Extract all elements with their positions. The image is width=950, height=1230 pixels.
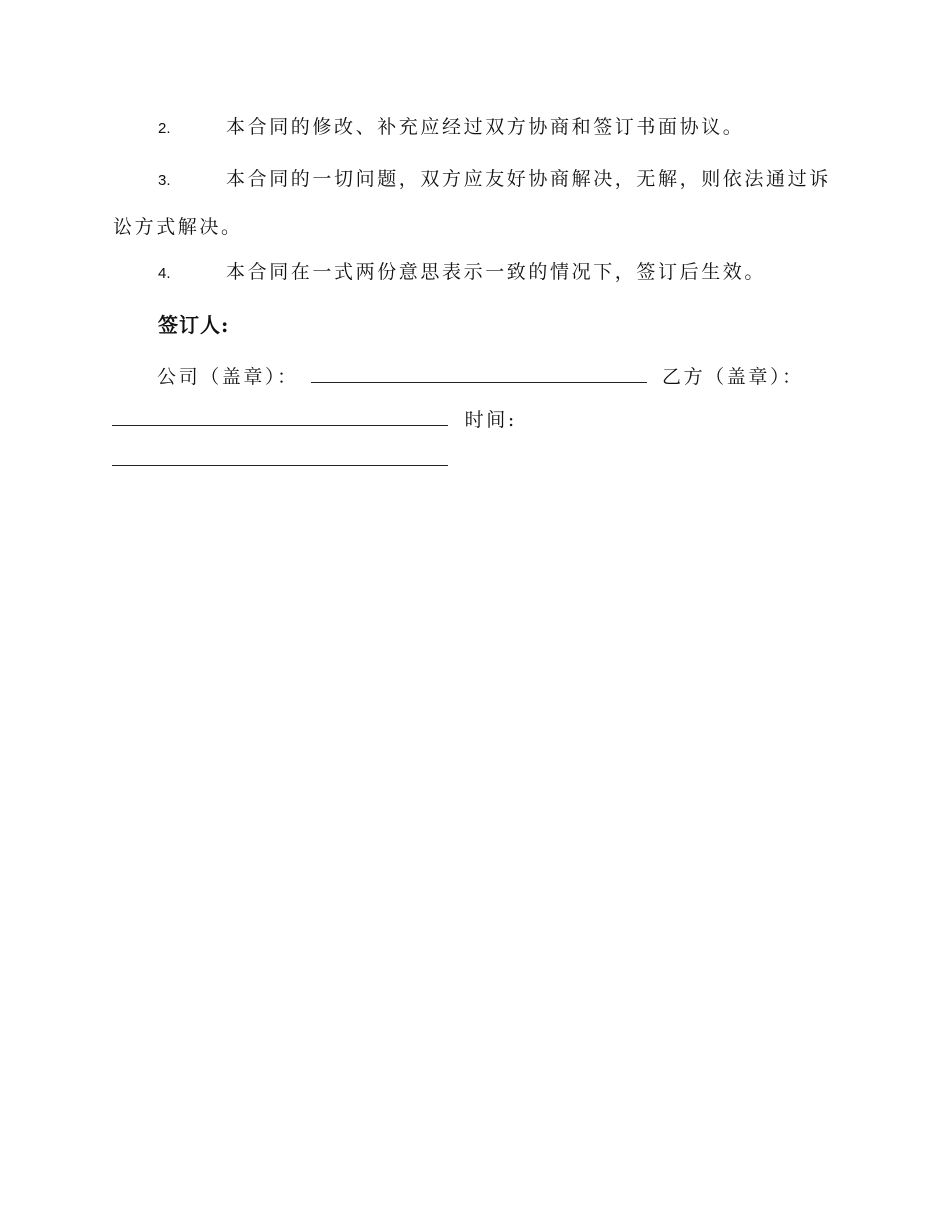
party-b-seal-label: 乙方（盖章）： [661,366,804,388]
party-b-signature-row [112,405,517,435]
clause-text: 本合同的修改、补充应经过双方协商和签订书面协议。 [226,116,745,138]
company-seal-label: 公司（盖章）： [157,366,299,388]
clause-number: 3. [158,172,171,189]
clause-4 [113,249,835,297]
company-signature-row [157,362,804,392]
clause-text: 本合同的一切问题，双方应友好协商解决，无解，则依法通过诉讼方式解决。 [113,168,831,238]
time-row [112,445,448,475]
clause-text: 本合同在一式两份意思表示一致的情况下，签订后生效。 [226,261,767,283]
clause-number: 2. [158,120,171,137]
clause-2 [113,104,835,152]
time-blank[interactable] [112,465,448,466]
signatories-heading: 签订人: [158,313,230,337]
clause-number: 4. [158,265,171,282]
clause-3 [113,156,835,251]
time-label: 时间: [464,409,517,431]
company-signature-blank[interactable] [311,382,647,383]
party-b-signature-blank[interactable] [112,425,448,426]
